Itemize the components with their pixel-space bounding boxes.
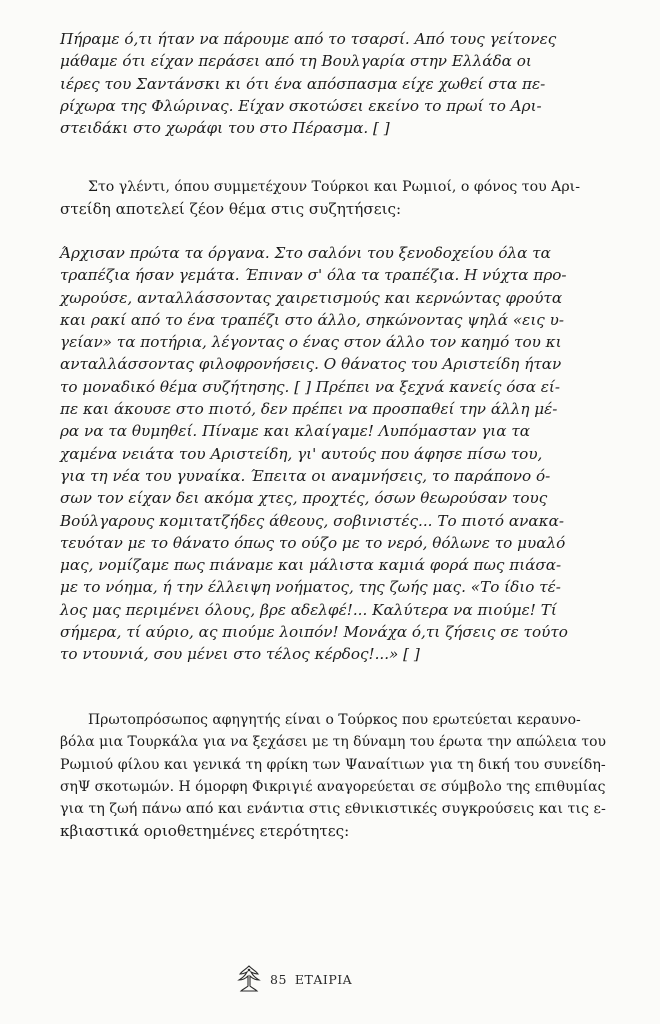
- text-line: ιέρες του Σαντάνσκι κι ότι ένα απόσπασμα είχε χωθεί στα πε-: [60, 74, 546, 93]
- page-footer: [236, 964, 352, 994]
- text-line: τευόταν με το θάνατο όπως το ούζο με το νερό, θόλωνε το μυαλό: [60, 533, 566, 552]
- block-quote-1: [60, 28, 600, 139]
- text-line: Βούλγαρους κομιτατζήδες άθεους, σοβινιστές... Το πιοτό ανακα-: [60, 511, 564, 530]
- text-line: για τη ζωή πάνω από και ενάντια στις εθνικιστικές συγκρούσεις και τις ε-: [60, 801, 606, 818]
- text-line: και ρακί από το ένα τραπέζι στο άλλο, σηκώνοντας ψηλά «εις υ-: [60, 310, 564, 329]
- text-line: πε και άκουσε στο πιοτό, δεν πρέπει να προσπαθεί την άλλη μέ-: [60, 400, 558, 419]
- text-line: τραπέζια ήσαν γεμάτα. Έπιναν σ' όλα τα τραπέζια. Η νύχτα προ-: [60, 266, 567, 285]
- block-quote-2: [60, 242, 600, 666]
- text-line: στειδάκι στο χωράφι του στο Πέρασμα. [ ]: [60, 119, 390, 138]
- text-line: το ντουνιά, σου μένει στο τέλος κέρδος!...» [ ]: [60, 645, 420, 664]
- text-line: βόλα μια Τουρκάλα για να ξεχάσει με τη δύναμη του έρωτα την απώλεια του: [60, 734, 606, 751]
- text-line: σων τον είχαν δει ακόμα χτες, προχτές, όσων θεωρούσαν τους: [60, 489, 548, 508]
- text-line: μάθαμε ότι είχαν περάσει από τη Βουλγαρία στην Ελλάδα οι: [60, 52, 532, 71]
- text-line: ρα να τα θυμηθεί. Πίναμε και κλαίγαμε! Λυπόμασταν για τα: [60, 422, 530, 441]
- text-line: ανταλλάσσοντας φιλοφρονήσεις. Ο θάνατος του Αριστείδη ήταν: [60, 355, 562, 374]
- text-line: ρίχωρα της Φλώρινας. Είχαν σκοτώσει εκείνο το πρωί το Αρι-: [60, 96, 542, 115]
- text-line: Πρωτοπρόσωπος αφηγητής είναι ο Τούρκος που ερωτεύεται κεραυνο-: [88, 712, 581, 728]
- publisher-name: ΕΤΑΙΡΙΑ: [294, 971, 353, 987]
- text-line: με το νόημα, ή την έλλειψη νοήματος, της ζωής μας. «Το ίδιο τέ-: [60, 578, 561, 597]
- text-line: χαμένα νειάτα του Αριστείδη, γι' αυτούς που άφησε πίσω του,: [60, 444, 543, 463]
- text-line: γείαν» τα ποτήρια, λέγοντας ο ένας στον άλλο τον καημό του κι: [60, 333, 562, 352]
- text-line: Πήραμε ό,τι ήταν να πάρουμε από το τσαρσί. Από τους γείτονες: [60, 30, 557, 48]
- text-line: σηΨ σκοτωμών. Η όμορφη Φικριγιέ αναγορεύεται σε σύμβολο της επιθυμίας: [60, 778, 606, 795]
- text-line: το μοναδικό θέμα συζήτησης. [ ] Πρέπει να ξεχνά κανείς όσα εί-: [60, 377, 561, 396]
- page-number: 85: [270, 971, 287, 987]
- publisher-emblem-icon: [236, 964, 262, 994]
- text-line: Ρωμιού φίλου και γενικά τη φρίκη των Ψαναίτιων για τη δική του συνείδη-: [60, 756, 606, 773]
- text-line: Άρχισαν πρώτα τα όργανα. Στο σαλόνι του ξενοδοχείου όλα τα: [60, 244, 551, 262]
- text-line: σήμερα, τί αύριο, ας πιούμε λοιπόν! Μονάχα ό,τι ζήσεις σε τούτο: [60, 623, 568, 642]
- text-line: μας, νομίζαμε πως πιάναμε και μάλιστα καμιά φορά πως πιάσα-: [60, 556, 562, 575]
- text-line: κβιαστικά οριοθετημένες ετερότητες:: [60, 822, 350, 841]
- text-line: Στο γλέντι, όπου συμμετέχουν Τούρκοι και Ρωμιοί, ο φόνος του Αρι-: [88, 179, 580, 195]
- paragraph-1: [60, 176, 606, 221]
- text-line: για τη νέα του γυναίκα. Έπειτα οι αναμνήσεις, το παράπονο ό-: [60, 466, 551, 485]
- text-line: χωρούσε, ανταλλάσσοντας χαιρετισμούς και κερνώντας φρούτα: [60, 288, 563, 307]
- text-line: στείδη αποτελεί ζέον θέμα στις συζητήσεις:: [60, 200, 402, 219]
- paragraph-2: [60, 709, 606, 843]
- text-line: λος μας περιμένει όλους, βρε αδελφέ!... Καλύτερα να πιούμε! Τί: [60, 600, 557, 619]
